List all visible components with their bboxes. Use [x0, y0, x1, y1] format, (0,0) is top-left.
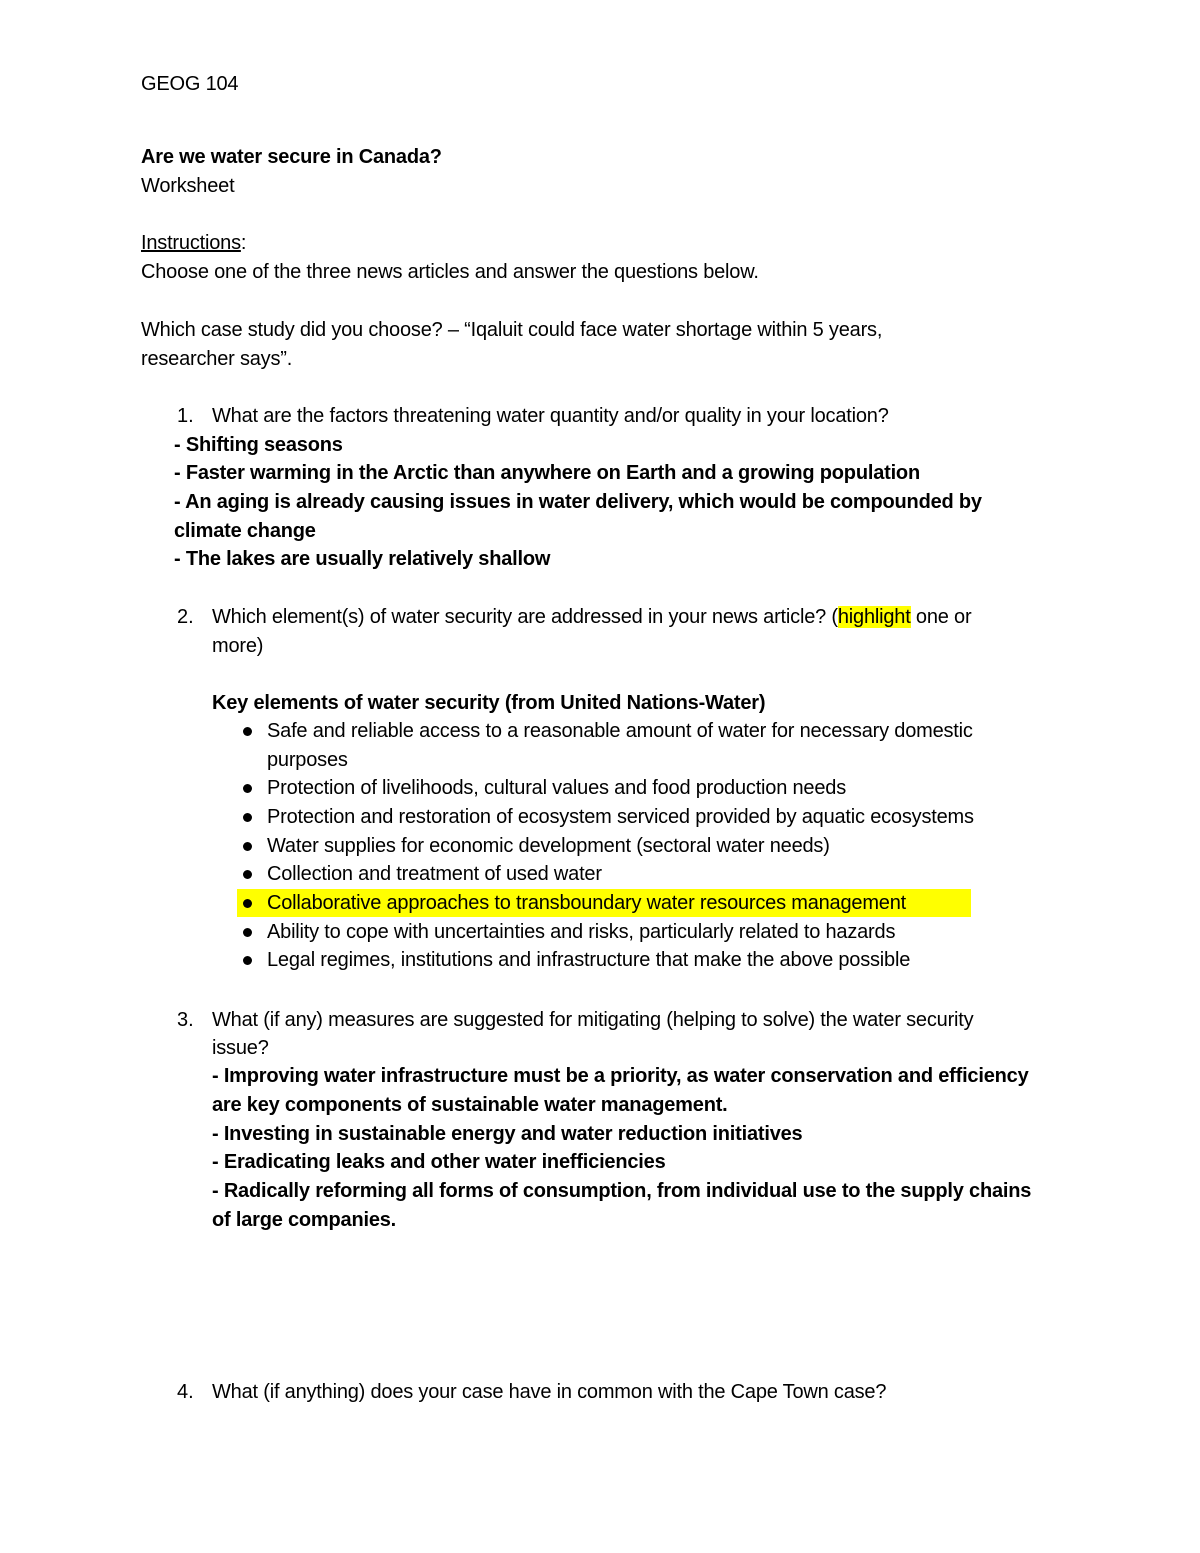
bullet-icon — [243, 956, 252, 965]
bullet-icon — [243, 899, 252, 908]
case-study-line-1: Which case study did you choose? – “Iqaluit could face water shortage within 5 years, — [141, 319, 883, 341]
key-element-3: Protection and restoration of ecosystem serviced provided by aquatic ecosystems — [267, 806, 974, 828]
question-2-text-a: Which element(s) of water security are addressed in your news article? ( — [212, 606, 838, 628]
question-1-answer-1: - Shifting seasons — [174, 434, 343, 456]
question-1-answer-3-cont: climate change — [174, 520, 316, 542]
key-element-8: Legal regimes, institutions and infrastructure that make the above possible — [267, 949, 911, 971]
course-code: GEOG 104 — [141, 73, 239, 95]
question-1-answer-3: - An aging is already causing issues in water delivery, which would be compounded by — [174, 491, 982, 513]
bullet-icon — [243, 870, 252, 879]
case-study-line-2: researcher says”. — [141, 348, 293, 370]
question-2-text-b: one or — [910, 606, 972, 628]
question-3-answer-2: - Investing in sustainable energy and water reduction initiatives — [212, 1123, 803, 1145]
question-1-answer-4: - The lakes are usually relatively shallow — [174, 548, 551, 570]
question-3-answer-4-cont: of large companies. — [212, 1209, 397, 1231]
document-title: Are we water secure in Canada? — [141, 146, 442, 168]
question-1-answer-2: - Faster warming in the Arctic than anywhere on Earth and a growing population — [174, 462, 920, 484]
question-4-number: 4. — [177, 1381, 194, 1403]
bullet-icon — [243, 842, 252, 851]
key-element-5: Collection and treatment of used water — [267, 863, 602, 885]
question-2-text — [212, 603, 971, 631]
key-element-4: Water supplies for economic development (sectoral water needs) — [267, 835, 830, 857]
question-1-text: What are the factors threatening water quantity and/or quality in your location? — [212, 405, 889, 427]
key-element-7: Ability to cope with uncertainties and risks, particularly related to hazards — [267, 921, 896, 943]
question-3-answer-4: - Radically reforming all forms of consumption, from individual use to the supply chains — [212, 1180, 1032, 1202]
bullet-icon — [243, 928, 252, 937]
bullet-icon — [243, 813, 252, 822]
instructions-colon: : — [240, 232, 247, 254]
question-3-answer-3: - Eradicating leaks and other water inefficiencies — [212, 1151, 666, 1173]
key-element-1-cont: purposes — [267, 749, 348, 771]
bullet-icon — [243, 784, 252, 793]
key-element-6-highlighted: Collaborative approaches to transboundary water resources management — [267, 892, 906, 914]
instructions-heading — [141, 229, 246, 257]
question-1-number: 1. — [177, 405, 194, 427]
question-2-number: 2. — [177, 606, 194, 628]
question-3-text: What (if any) measures are suggested for mitigating (helping to solve) the water security — [212, 1009, 974, 1031]
instructions-label: Instructions — [141, 232, 241, 254]
document-subtitle: Worksheet — [141, 175, 235, 197]
highlight-word: highlight — [837, 606, 911, 628]
question-4-text: What (if anything) does your case have in common with the Cape Town case? — [212, 1381, 887, 1403]
instructions-text: Choose one of the three news articles and answer the questions below. — [141, 261, 759, 283]
key-elements-heading: Key elements of water security (from United Nations-Water) — [212, 692, 766, 714]
question-3-answer-1-cont: are key components of sustainable water management. — [212, 1094, 728, 1116]
key-element-1: Safe and reliable access to a reasonable amount of water for necessary domestic — [267, 720, 973, 742]
question-2-text-line-2: more) — [212, 635, 264, 657]
question-3-text-line-2: issue? — [212, 1037, 269, 1059]
question-3-number: 3. — [177, 1009, 194, 1031]
key-element-2: Protection of livelihoods, cultural values and food production needs — [267, 777, 846, 799]
question-3-answer-1: - Improving water infrastructure must be a priority, as water conservation and efficiency — [212, 1065, 1029, 1087]
bullet-icon — [243, 727, 252, 736]
